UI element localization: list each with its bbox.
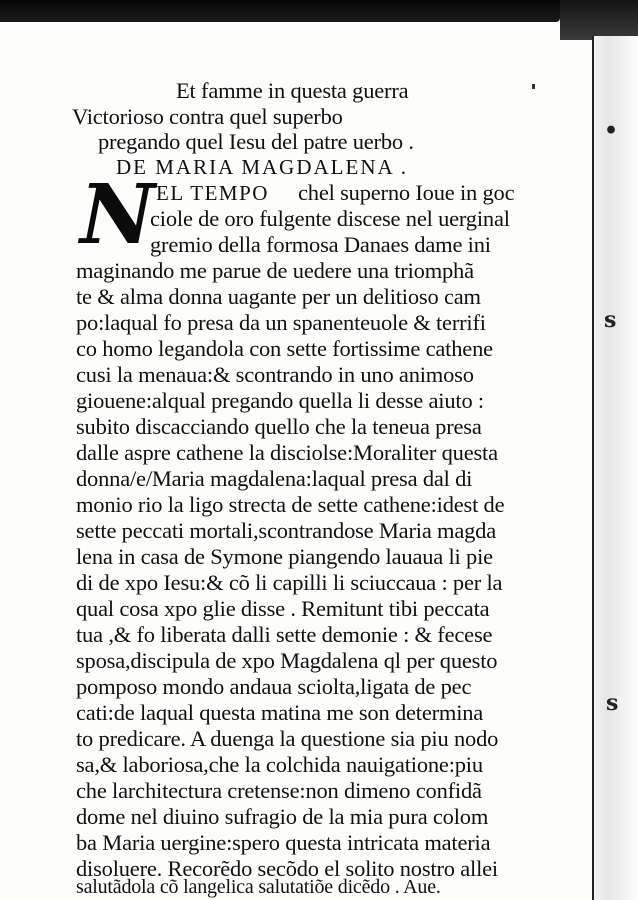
body-line-18: tua ,& fo liberata dalli sette demonie : & fecese: [76, 622, 493, 647]
body-line-14: sette peccati mortali,scontrandose Maria magda: [76, 518, 497, 543]
verse-line-2: Victorioso contra quel superbo: [72, 104, 343, 129]
body-line-20: pomposo mondo andaua sciolta,ligata de pec: [76, 674, 472, 699]
verse-line-3: pregando quel Iesu del patre uerbo .: [98, 129, 414, 154]
body-line-17: qual cosa xpo glie disse . Remitunt tibi peccata: [76, 596, 490, 621]
body-line-25: dome nel diuino sufragio de la mia pura colom: [76, 804, 489, 829]
body-line-3: gremio della formosa Danaes dame ini: [150, 232, 491, 257]
body-line-6: po:laqual fo presa da un spanenteuole & terrifi: [76, 310, 486, 335]
body-line-7: co homo legandola con sette fortissime cathene: [76, 336, 493, 361]
body-line-5: te & alma donna uagante per un delitioso cam: [76, 284, 481, 309]
body-line-10: subito discacciando quello che la teneua presa: [76, 414, 482, 439]
body-line-12: donna/e/Maria magdalena:laqual presa dal di: [76, 466, 473, 491]
first-line-small-caps: EL TEMPO: [156, 181, 269, 205]
body-line-16: di de xpo Iesu:& cõ li capilli li sciuccaua : per la: [76, 570, 503, 595]
body-line-21: cati:de laqual questa matina me son determina: [76, 700, 484, 725]
body-line-26: ba Maria uergine:spero questa intricata materia: [76, 830, 491, 855]
body-line-13: monio rio la ligo strecta de sette cathene:idest de: [76, 492, 505, 517]
body-line-15: lena in casa de Symone piangendo lauaua li pie: [76, 544, 493, 569]
body-line-24: che larchitectura cretense:non dimeno confidã: [76, 778, 482, 803]
body-line-8: cusi la menaua:& scontrando in uno animoso: [76, 362, 474, 387]
chapter-heading: DE MARIA MAGDALENA .: [116, 155, 408, 179]
body-line-28: salutãdola cõ langelica salutatiõe dicẽdo . Aue.: [76, 876, 441, 898]
margin-mark-1: •: [604, 118, 619, 144]
body-line-11: dalle aspre cathene la disciolse:Moraliter questa: [76, 440, 498, 465]
body-line-22: to predicare. A duenga la questione sia piu nodo: [76, 726, 499, 751]
body-line-1: chel superno Ioue in goc: [298, 180, 515, 205]
body-line-9: giouene:alqual pregando quella li desse aiuto :: [76, 388, 484, 413]
drop-cap-letter: N: [80, 167, 155, 263]
margin-mark-3: s: [606, 690, 619, 716]
margin-mark-2: s: [604, 307, 617, 333]
body-line-27: disoluere. Recorẽdo secõdo el solito nostro allei: [76, 856, 498, 881]
body-line-23: sa,& laboriosa,che la colchida nauigatione:piu: [76, 752, 483, 777]
body-line-19: sposa,discipula de xpo Magdalena ql per questo: [76, 648, 498, 673]
body-line-2: ciole de oro fulgente discese nel uerginal: [150, 206, 510, 231]
body-line-4: maginando me parue de uedere una triomphã: [76, 258, 474, 283]
verse-line-1: Et famme in questa guerra: [176, 78, 409, 103]
